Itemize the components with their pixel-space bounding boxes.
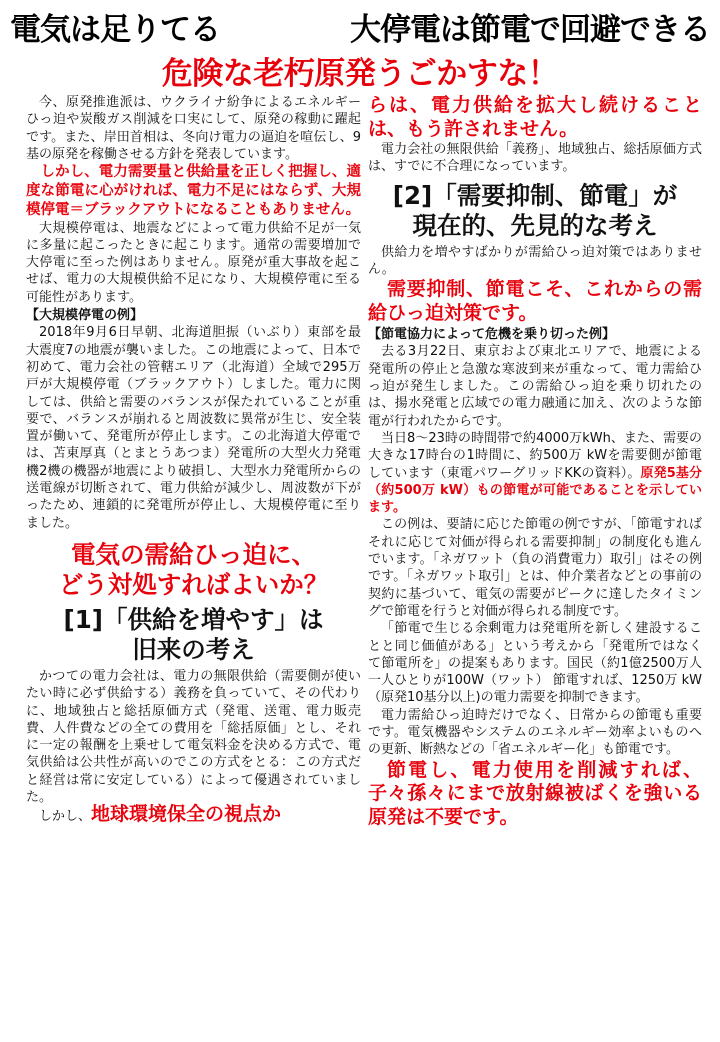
- left-emphasis-paragraph: しかし、電力需要量と供給量を正しく把握し、適度な節電に心がければ、電力不足にはならず、大規模停電＝ブラックアウトになることもありません。: [26, 164, 361, 218]
- right-emphasis-continuation: らは、電力供給を拡大し続けることは、もう許されません。: [368, 94, 702, 140]
- example-label-2: 【節電協力によって危機を乗り切った例】: [368, 327, 616, 343]
- title-right: 大停電は節電で回避できる: [350, 11, 710, 48]
- right-paragraph-7: この例は、要請に応じた節電の例ですが、「節電すればそれに応じて対価が得られる需要抑制」の制度化も進んでいます。「ネガワット（負の消費電力）取引」はその例です。「ネガワット取引」とは、仲介業者などとの事前の契約に基づいて、電気の需要がピークに達したタイミングで節電を行うと対価が得られる制度です。: [368, 517, 702, 619]
- example-label: 【大規模停電の例】: [26, 308, 144, 324]
- right-paragraph-6-red: 原発5基分（約500万 kW）もの節電が可能であることを示しています。: [368, 465, 702, 516]
- left-paragraph-3: 大規模停電は、地震などによって電力供給不足が一気に多量に起こったときに起こります。通常の需要増加で大停電に至った例はありません。原発が重大事故を起こせば、電力の大規模供給不足になり、大規模停電に至る可能性があります。: [26, 220, 361, 305]
- left-paragraph-4: 2018年9月6日早朝、北海道胆振（いぶり）東部を最大震度7の地震が襲いました。この地震によって、日本で初めて、電力会社の管轄エリア（北海道）全域で295万戸が大規模停電（ブラックアウト）しました。電力に関しては、供給と需要のバランスが保たれていることが重要で、バランスが崩れると周波数に異常が生じ、安全装置が働いて、発電所が停止します。この北海道大停電では、苫東厚真（とまとうあつま）発電所の大型火力発電機2機の機器が地震により破損し、大型水力発電所からの送電線が切断されて、電力供給が減少し、周波数が下がったため、連鎖的に発電所が停止し、大規模停電に至りました。: [26, 325, 361, 531]
- subsection-heading-1: [26, 605, 361, 665]
- subsection-heading-1-line-2: 旧来の考え: [132, 634, 255, 664]
- right-paragraph-5: 去る3月22日、東京および東北エリアで、地震による発電所の停止と急激な寒波到来が重なって、電力需給ひっ迫が発生しました。この需給ひっ迫を乗り切れたのは、揚水発電と広域での電力融通に加え、次のような節電が行われたからです。: [368, 344, 702, 429]
- left-paragraph-5: かつての電力会社は、電力の無限供給（需要側が使いたい時に必ず供給する）義務を負っていて、その代わりに、地域独占と総括原価方式（発電、送電、電力販売費、人件費などの全ての費用を「総括原価」とし、それに一定の報酬を上乗せして電気料金を決める方式で、電気供給は公共性が高いのでこの方式をとる：この方式だと経営は常に安定している）によって優遇されていました。: [26, 668, 361, 805]
- right-column: [368, 94, 702, 829]
- main-title: [10, 4, 710, 48]
- subsection-heading-2-line-2: 現在的、先見的な考え: [412, 210, 658, 240]
- closing-statement: 節電し、電力使用を削減すれば、子々孫々にまで放射線被ばくを強いる原発は不要です。: [368, 758, 702, 828]
- right-emphasis-paragraph: 需要抑制、節電こそ、これからの需給ひっ迫対策です。: [368, 278, 702, 324]
- subtitle: 危険な老朽原発うごかすな！: [161, 56, 559, 92]
- left-column: [26, 94, 361, 826]
- right-paragraph-9: 電力需給ひっ迫時だけでなく、日常からの節電も重要です。電気機器やシステムのエネルギー効率よいものへの更新、断熱などの「省エネルギー化」も節電です。: [368, 707, 702, 758]
- section-heading: [26, 540, 361, 600]
- subsection-heading-2: [368, 181, 702, 241]
- left-paragraph-6-plain: しかし、: [39, 809, 92, 825]
- right-paragraph-8: 「節電で生じる余剰電力は発電所を新しく建設することと同じ価値がある」という考えから「発電所ではなくて節電所を」の提案もあります。国民（約1億2500万人一人ひとりが100W（ワット） 節電すれば、1250万 kW（原発10基分以上)の電力需要を抑制できます。: [368, 621, 702, 706]
- left-paragraph-6-red: 地球環境保全の視点か: [91, 803, 282, 826]
- subsection-heading-1-line-1: [1]「供給を増やす」は: [63, 604, 324, 634]
- left-paragraph-6: [26, 803, 361, 826]
- section-heading-line-1: 電気の需給ひっ迫に、: [71, 539, 316, 569]
- title-left: 電気は足りてる: [10, 11, 220, 48]
- subsection-heading-2-line-1: [2]「需要抑制、節電」が: [392, 180, 678, 210]
- right-paragraph-6: [368, 430, 702, 516]
- left-paragraph-1: 今、原発推進派は、ウクライナ紛争によるエネルギーひっ迫や炭酸ガス削減を口実にして、原発の稼動に躍起です。また、岸田首相は、冬向け電力の逼迫を喧伝し、9基の原発を稼働させる方針を発表しています。: [26, 95, 361, 162]
- right-paragraph-6-plain: 当日8～23時の時間帯で約4000万kWh、また、需要の大きな17時台の1時間に、約500万 kWを需要側が節電しています（東電パワーグリッドKKの資料）。: [368, 430, 702, 481]
- right-paragraph-2: 電力会社の無限供給「義務」、地域独占、総括原価方式は、すでに不合理になっています。: [368, 142, 702, 175]
- section-heading-line-2: どう対処すればよいか？: [58, 569, 329, 599]
- right-paragraph-3: 供給力を増やすばかりが需給ひっ迫対策ではありません。: [368, 244, 702, 277]
